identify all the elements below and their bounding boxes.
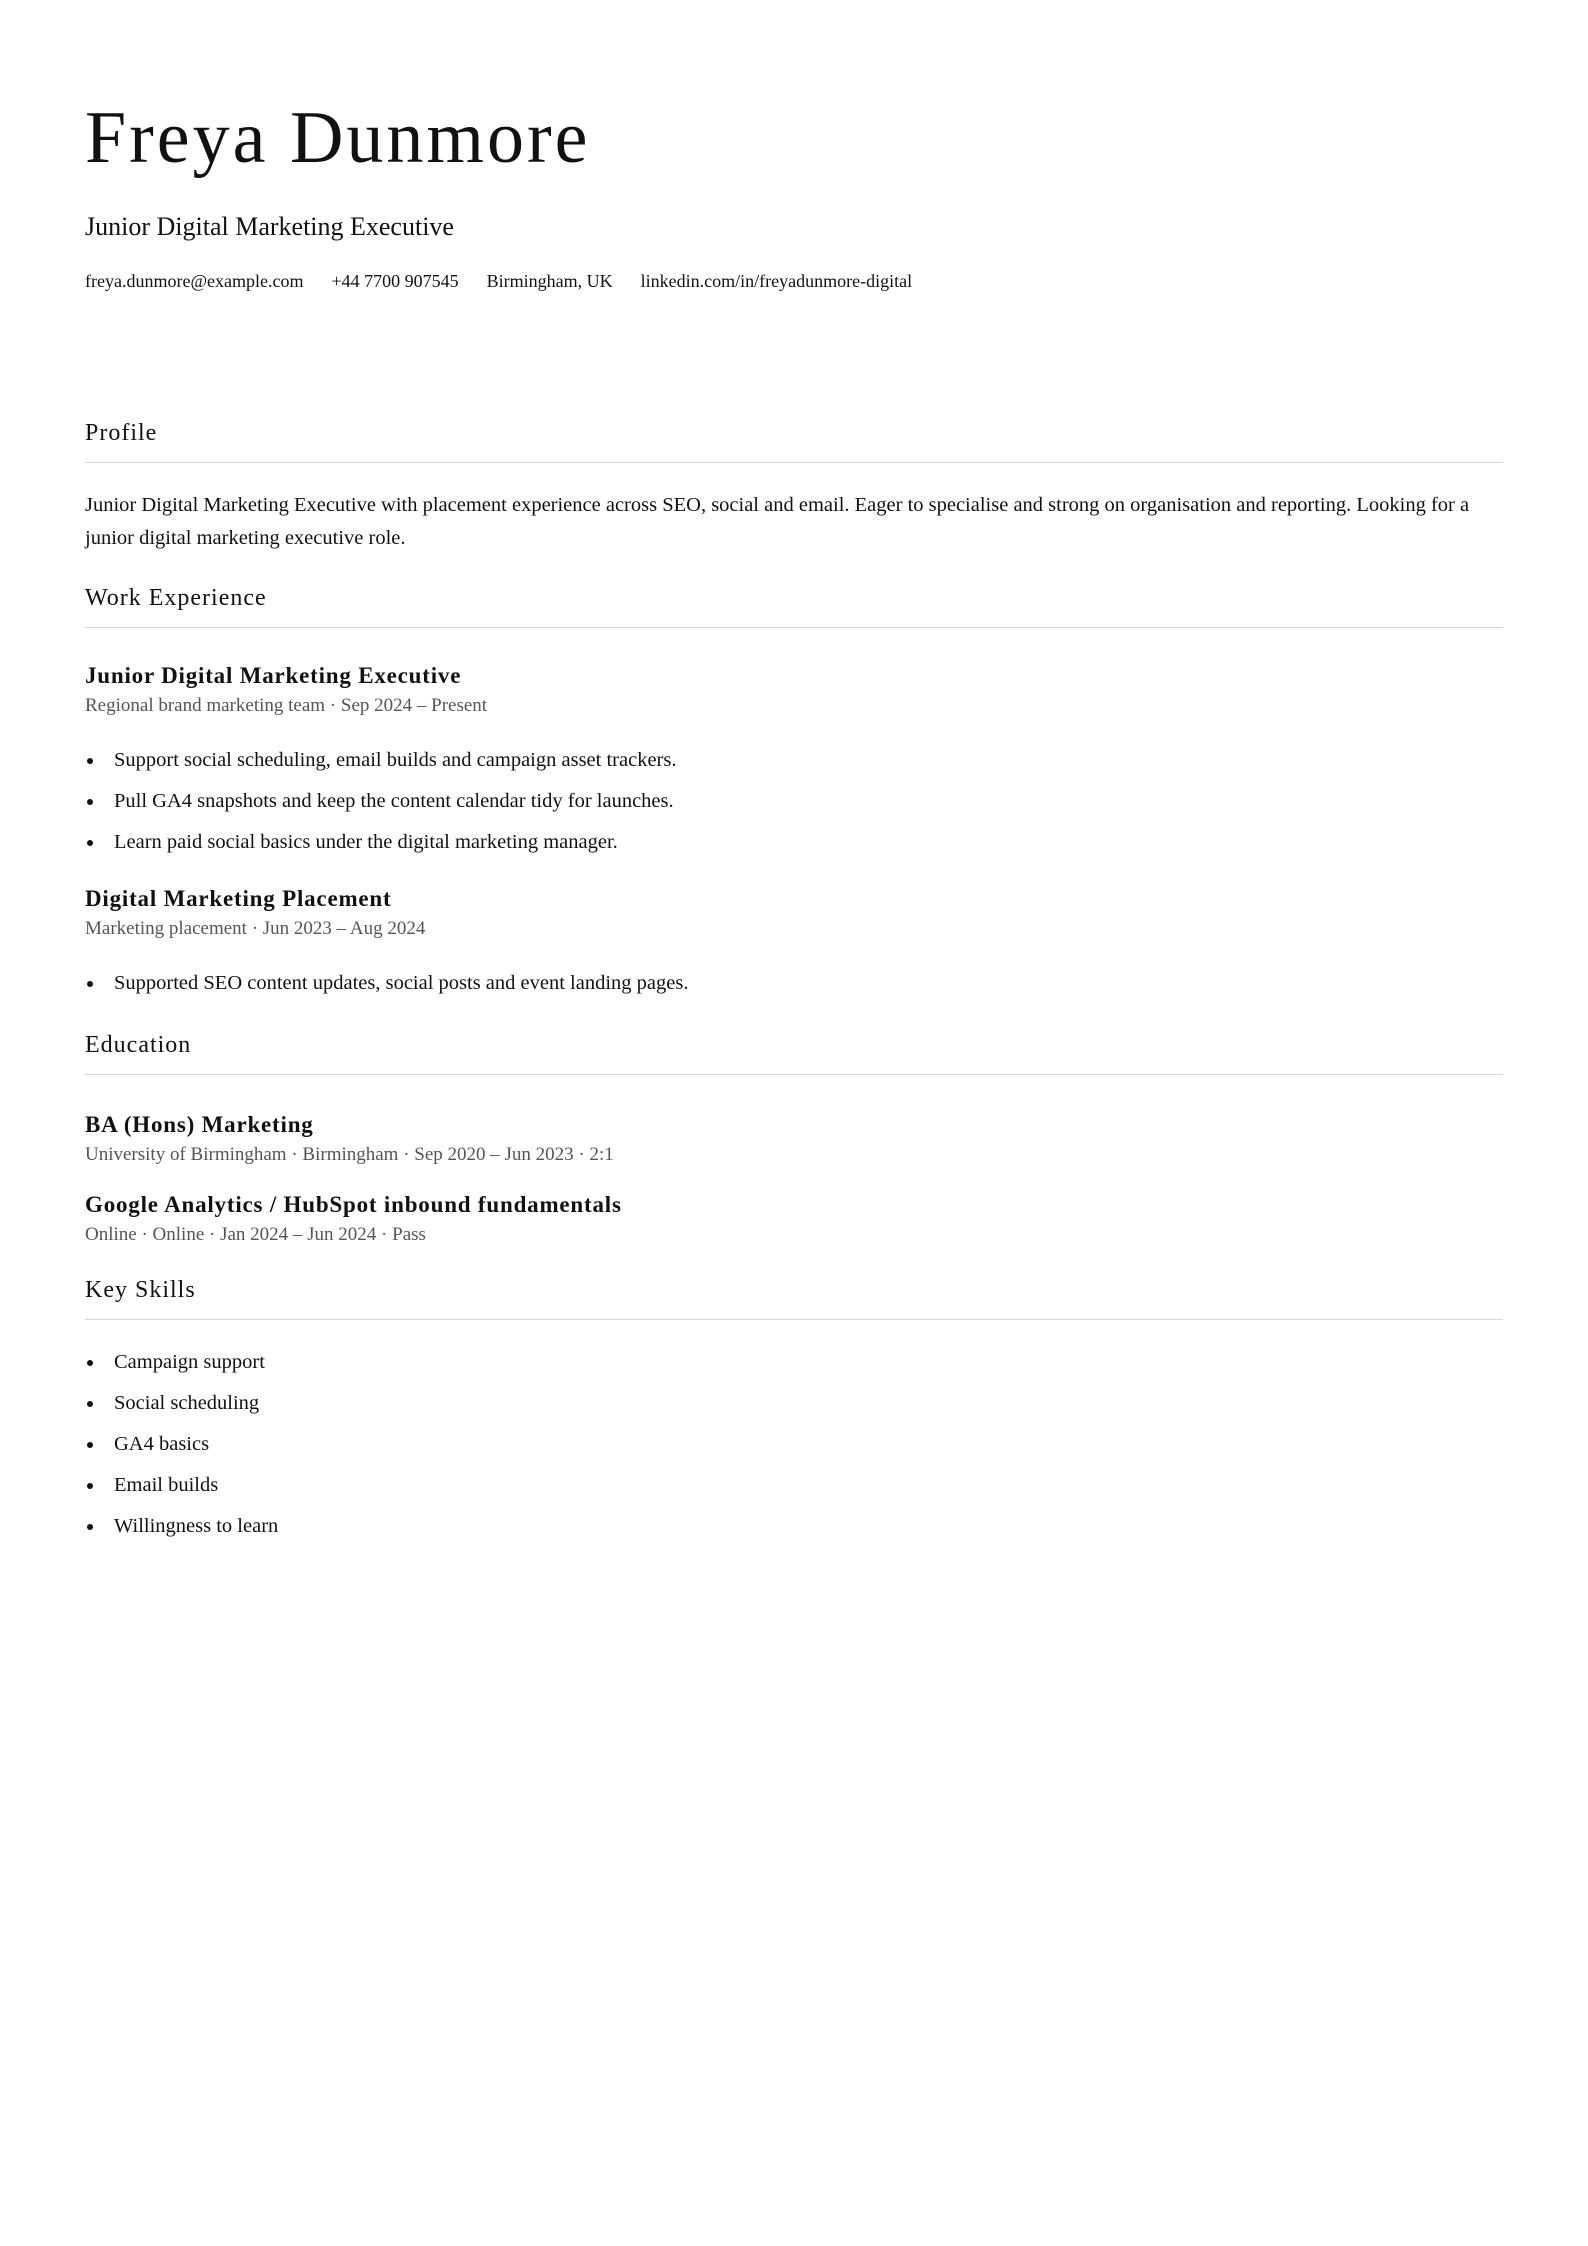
profile-section — [85, 418, 1503, 555]
skill-item: Social scheduling — [85, 1383, 1503, 1424]
work-experience-section — [85, 583, 1503, 1004]
education-title: Google Analytics / HubSpot inbound fundamentals — [85, 1192, 622, 1217]
contact-line — [85, 270, 1503, 292]
job-meta: Marketing placement · Jun 2023 – Aug 2024 — [85, 918, 426, 939]
skill-item: Willingness to learn — [85, 1506, 1503, 1547]
job-meta: Regional brand marketing team · Sep 2024 – Present — [85, 695, 488, 716]
contact-email: freya.dunmore@example.com — [85, 271, 304, 291]
key-skills-section — [85, 1275, 1503, 1547]
job-bullet: Learn paid social basics under the digital marketing manager. — [85, 822, 1503, 863]
job-title: Digital Marketing Placement — [85, 886, 392, 911]
candidate-name: Freya Dunmore — [85, 97, 591, 179]
education-section — [85, 1030, 1503, 1247]
contact-location: Birmingham, UK — [486, 271, 613, 291]
skill-item: Campaign support — [85, 1342, 1503, 1383]
job-bullet: Support social scheduling, email builds and campaign asset trackers. — [85, 740, 1503, 781]
job-bullets — [85, 963, 1503, 1004]
education-title: BA (Hons) Marketing — [85, 1112, 314, 1137]
education-entry — [85, 1111, 1503, 1167]
education-meta: University of Birmingham · Birmingham · Sep 2020 – Jun 2023 · 2:1 — [85, 1144, 614, 1165]
resume-header — [85, 88, 1503, 292]
skill-item: Email builds — [85, 1465, 1503, 1506]
section-title-education: Education — [85, 1030, 1503, 1075]
skills-list — [85, 1342, 1503, 1547]
section-title-skills: Key Skills — [85, 1275, 1503, 1320]
job-bullet: Pull GA4 snapshots and keep the content calendar tidy for launches. — [85, 781, 1503, 822]
contact-phone: +44 7700 907545 — [331, 271, 459, 291]
contact-linkedin: linkedin.com/in/freyadunmore-digital — [640, 271, 913, 291]
section-title-profile: Profile — [85, 418, 1503, 463]
skill-item: GA4 basics — [85, 1424, 1503, 1465]
education-meta: Online · Online · Jan 2024 – Jun 2024 · Pass — [85, 1224, 426, 1245]
job-bullets — [85, 740, 1503, 863]
job-bullet: Supported SEO content updates, social posts and event landing pages. — [85, 963, 1503, 1004]
job-entry — [85, 662, 1503, 863]
candidate-headline: Junior Digital Marketing Executive — [85, 212, 454, 241]
section-title-work: Work Experience — [85, 583, 1503, 628]
job-title: Junior Digital Marketing Executive — [85, 663, 462, 688]
profile-summary: Junior Digital Marketing Executive with placement experience across SEO, social and email. Eager to specialise and strong on organisation and reporting. Looking for a junior digital marketing executive role. — [85, 494, 1470, 549]
job-entry — [85, 885, 1503, 1004]
education-entry — [85, 1191, 1503, 1247]
